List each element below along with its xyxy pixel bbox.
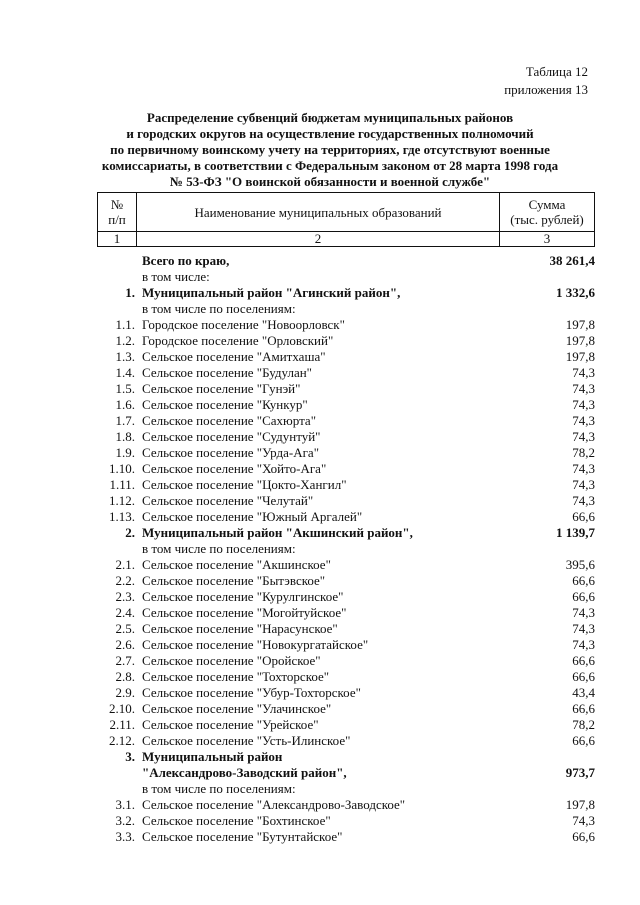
document-title	[80, 110, 580, 190]
row-name: Сельское поселение "Бытэвское"	[142, 573, 326, 588]
row-sum	[501, 269, 595, 285]
row-name: Сельское поселение "Могойтуйское"	[142, 605, 347, 620]
table-row	[97, 781, 595, 797]
row-sum: 197,8	[565, 317, 595, 332]
table-row	[97, 413, 595, 429]
row-sum: 78,2	[572, 717, 595, 732]
row-sum: 1 139,7	[556, 525, 595, 540]
row-sum: 973,7	[565, 765, 595, 780]
row-number: 1.9.	[115, 445, 135, 460]
row-number: 3.2.	[115, 813, 135, 828]
row-name: Сельское поселение "Сахюрта"	[142, 413, 316, 428]
row-number	[97, 781, 138, 797]
row-sum: 1 332,6	[556, 285, 595, 300]
row-name: Сельское поселение "Кункур"	[142, 397, 308, 412]
table-body	[97, 253, 595, 845]
table-row	[97, 669, 595, 685]
row-sum: 74,3	[572, 605, 595, 620]
row-name: в том числе по поселениям:	[142, 781, 296, 796]
row-number: 2.10.	[109, 701, 135, 716]
table-row	[97, 301, 595, 317]
table-row	[97, 445, 595, 461]
row-number: 1.2.	[115, 333, 135, 348]
row-name: Сельское поселение "Александрово-Заводское"	[142, 797, 406, 812]
row-number	[97, 269, 138, 285]
row-sum: 74,3	[572, 461, 595, 476]
row-sum	[501, 781, 595, 797]
row-number: 1.13.	[109, 509, 135, 524]
row-number: 1.3.	[115, 349, 135, 364]
row-name: Сельское поселение "Челутай"	[142, 493, 314, 508]
row-name: Муниципальный район "Агинский район",	[142, 285, 401, 300]
row-name: Сельское поселение "Улачинское"	[142, 701, 332, 716]
table-row	[97, 685, 595, 701]
row-name: Городское поселение "Орловский"	[142, 333, 334, 348]
title-line: комиссариаты, в соответствии с Федеральным законом от 28 марта 1998 года	[101, 158, 559, 173]
row-name: Муниципальный район	[142, 749, 283, 764]
title-line: по первичному воинскому учету на территориях, где отсутствуют военные	[110, 142, 550, 157]
table-row	[97, 477, 595, 493]
row-name: Сельское поселение "Курулгинское"	[142, 589, 344, 604]
table-row	[97, 701, 595, 717]
table-row	[97, 509, 595, 525]
row-sum: 197,8	[565, 797, 595, 812]
row-sum	[501, 749, 595, 765]
table-row	[97, 429, 595, 445]
row-name: Сельское поселение "Новокургатайское"	[142, 637, 369, 652]
row-name: Сельское поселение "Акшинское"	[142, 557, 331, 572]
row-number: 2.7.	[115, 653, 135, 668]
title-line: и городских округов на осуществление государственных полномочий	[126, 126, 534, 141]
row-sum: 66,6	[572, 509, 595, 524]
row-sum: 74,3	[572, 397, 595, 412]
row-name: Всего по краю,	[142, 253, 230, 268]
header-number: № п/п	[98, 193, 137, 232]
row-sum	[501, 541, 595, 557]
row-name: Сельское поселение "Бохтинское"	[142, 813, 331, 828]
row-number: 1.1.	[115, 317, 135, 332]
table-row	[97, 557, 595, 573]
table-row	[97, 637, 595, 653]
table-row	[97, 717, 595, 733]
row-number: 2.12.	[109, 733, 135, 748]
table-row	[97, 765, 595, 781]
table-row	[97, 813, 595, 829]
row-sum: 38 261,4	[549, 253, 595, 268]
appendix-reference: приложения 13	[504, 82, 588, 97]
table-row	[97, 365, 595, 381]
row-name: Сельское поселение "Урейское"	[142, 717, 319, 732]
row-number: 2.3.	[115, 589, 135, 604]
column-number-1: 1	[98, 232, 137, 247]
row-sum	[501, 301, 595, 317]
row-name: Сельское поселение "Хойто-Ага"	[142, 461, 327, 476]
row-name: Сельское поселение "Убур-Тохторское"	[142, 685, 361, 700]
row-name: в том числе по поселениям:	[142, 301, 296, 316]
row-number: 1.6.	[115, 397, 135, 412]
row-number: 3.1.	[115, 797, 135, 812]
row-name: Сельское поселение "Амитхаша"	[142, 349, 326, 364]
row-name: Сельское поселение "Усть-Илинское"	[142, 733, 351, 748]
row-sum: 74,3	[572, 413, 595, 428]
row-number: 1.	[125, 285, 135, 300]
table-row	[97, 605, 595, 621]
table-row	[97, 349, 595, 365]
row-sum: 66,6	[572, 653, 595, 668]
header-sum: Сумма (тыс. рублей)	[500, 193, 595, 232]
row-number: 2.2.	[115, 573, 135, 588]
row-sum: 74,3	[572, 621, 595, 636]
row-number: 1.5.	[115, 381, 135, 396]
row-name: Сельское поселение "Оройское"	[142, 653, 321, 668]
row-number	[97, 765, 138, 781]
row-sum: 66,6	[572, 829, 595, 844]
row-number: 2.8.	[115, 669, 135, 684]
table-row	[97, 461, 595, 477]
row-name: Сельское поселение "Цокто-Хангил"	[142, 477, 347, 492]
row-name: в том числе по поселениям:	[142, 541, 296, 556]
row-number: 1.11.	[109, 477, 135, 492]
row-number: 2.4.	[115, 605, 135, 620]
table-reference: Таблица 12	[525, 64, 588, 79]
table-row	[97, 733, 595, 749]
table-row	[97, 525, 595, 541]
row-sum: 74,3	[572, 477, 595, 492]
table-row	[97, 541, 595, 557]
table-header	[97, 192, 595, 247]
row-number: 1.4.	[115, 365, 135, 380]
row-number: 1.10.	[109, 461, 135, 476]
row-name: в том числе:	[142, 269, 210, 284]
row-name: Сельское поселение "Судунтуй"	[142, 429, 321, 444]
row-number: 2.11.	[109, 717, 135, 732]
title-line: № 53-ФЗ "О воинской обязанности и военной службе"	[169, 174, 491, 189]
row-number: 3.3.	[115, 829, 135, 844]
row-sum: 66,6	[572, 733, 595, 748]
row-name: Городское поселение "Новоорловск"	[142, 317, 345, 332]
row-name: Сельское поселение "Будулан"	[142, 365, 312, 380]
column-number-3: 3	[500, 232, 595, 247]
row-number: 2.6.	[115, 637, 135, 652]
row-name: Сельское поселение "Гунэй"	[142, 381, 301, 396]
row-sum: 66,6	[572, 589, 595, 604]
row-sum: 74,3	[572, 493, 595, 508]
row-sum: 197,8	[565, 333, 595, 348]
table-row	[97, 573, 595, 589]
row-number: 1.12.	[109, 493, 135, 508]
row-sum: 74,3	[572, 429, 595, 444]
table-row	[97, 653, 595, 669]
table-row	[97, 317, 595, 333]
row-number: 1.7.	[115, 413, 135, 428]
table-row	[97, 381, 595, 397]
row-number: 2.9.	[115, 685, 135, 700]
row-sum: 74,3	[572, 637, 595, 652]
row-name: Сельское поселение "Нарасунское"	[142, 621, 338, 636]
table-row	[97, 621, 595, 637]
table-row	[97, 269, 595, 285]
table-row	[97, 797, 595, 813]
column-number-2: 2	[137, 232, 500, 247]
row-name: "Александрово-Заводский район",	[142, 765, 347, 780]
table-row	[97, 253, 595, 269]
row-name: Муниципальный район "Акшинский район",	[142, 525, 413, 540]
row-sum: 74,3	[572, 365, 595, 380]
table-row	[97, 829, 595, 845]
row-number: 2.1.	[115, 557, 135, 572]
row-number	[97, 253, 138, 269]
row-sum: 66,6	[572, 573, 595, 588]
table-row	[97, 589, 595, 605]
row-number: 2.5.	[115, 621, 135, 636]
table-row	[97, 285, 595, 301]
row-sum: 78,2	[572, 445, 595, 460]
row-number: 3.	[125, 749, 135, 764]
row-name: Сельское поселение "Бутунтайское"	[142, 829, 343, 844]
row-sum: 197,8	[565, 349, 595, 364]
row-sum: 66,6	[572, 669, 595, 684]
row-sum: 395,6	[565, 557, 595, 572]
row-sum: 43,4	[572, 685, 595, 700]
row-name: Сельское поселение "Урда-Ага"	[142, 445, 319, 460]
table-row	[97, 749, 595, 765]
row-sum: 74,3	[572, 813, 595, 828]
row-name: Сельское поселение "Южный Аргалей"	[142, 509, 363, 524]
table-row	[97, 333, 595, 349]
row-number	[97, 301, 138, 317]
header-name: Наименование муниципальных образований	[137, 193, 500, 232]
row-sum: 66,6	[572, 701, 595, 716]
row-number: 1.8.	[115, 429, 135, 444]
table-row	[97, 397, 595, 413]
row-sum: 74,3	[572, 381, 595, 396]
row-number: 2.	[125, 525, 135, 540]
table-row	[97, 493, 595, 509]
row-name: Сельское поселение "Тохторское"	[142, 669, 330, 684]
title-line: Распределение субвенций бюджетам муниципальных районов	[146, 110, 514, 125]
row-number	[97, 541, 138, 557]
